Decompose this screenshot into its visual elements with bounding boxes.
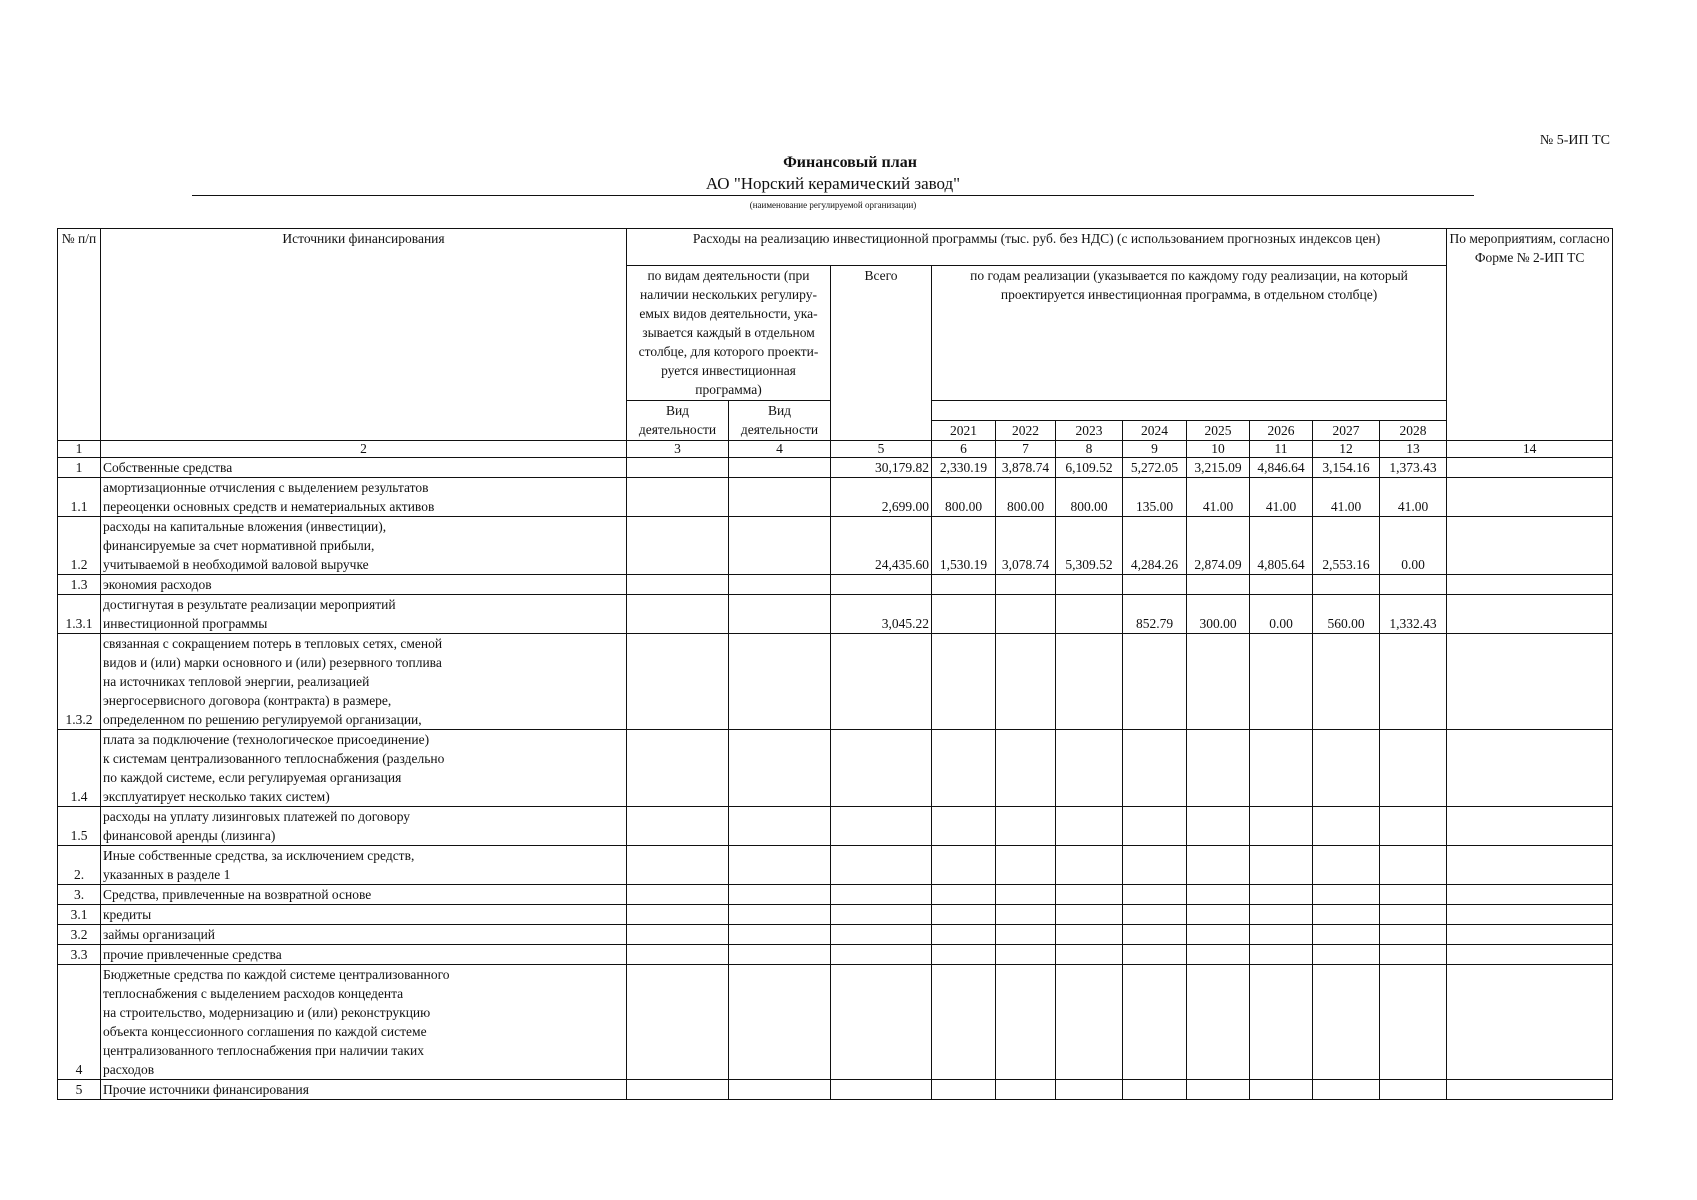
header-by-years: по годам реализации (указывается по каждому году реализации, на который проектируется инвестиционная программа, в отдельном столбце) xyxy=(932,266,1447,401)
year-value-cell: 0.00 xyxy=(1250,595,1313,634)
year-value-cell xyxy=(1056,965,1123,1080)
row-source-name: кредиты xyxy=(101,905,627,925)
column-number: 7 xyxy=(996,441,1056,458)
table-row xyxy=(58,965,1613,1080)
year-value-cell: 3,878.74 xyxy=(996,458,1056,478)
table-row xyxy=(58,458,1613,478)
year-value-cell: 4,805.64 xyxy=(1250,517,1313,575)
activity-cell xyxy=(627,595,729,634)
measures-cell xyxy=(1447,575,1613,595)
year-value-cell: 135.00 xyxy=(1123,478,1187,517)
header-activity-2: Вид деятельности xyxy=(729,401,831,441)
table-row xyxy=(58,807,1613,846)
header-year: 2026 xyxy=(1250,421,1313,441)
row-source-name: плата за подключение (технологическое присоединение) к системам централизованного теплоснабжения (раздельно по каждой системе, если регулируемая организация эксплуатирует несколько таких систем) xyxy=(101,730,627,807)
year-value-cell xyxy=(1187,634,1250,730)
year-value-cell xyxy=(1056,730,1123,807)
year-value-cell xyxy=(996,945,1056,965)
header-sources: Источники финансирования xyxy=(101,229,627,441)
year-value-cell xyxy=(932,807,996,846)
year-value-cell xyxy=(1313,925,1380,945)
activity-cell xyxy=(627,846,729,885)
year-value-cell: 3,215.09 xyxy=(1187,458,1250,478)
year-value-cell xyxy=(1380,945,1447,965)
year-value-cell xyxy=(932,885,996,905)
year-value-cell xyxy=(932,634,996,730)
measures-cell xyxy=(1447,925,1613,945)
table-row xyxy=(58,905,1613,925)
year-value-cell xyxy=(932,595,996,634)
year-value-cell xyxy=(1187,925,1250,945)
year-value-cell xyxy=(1056,595,1123,634)
total-cell xyxy=(831,1080,932,1100)
total-cell xyxy=(831,730,932,807)
activity-cell xyxy=(627,807,729,846)
measures-cell xyxy=(1447,807,1613,846)
row-number: 1.3 xyxy=(58,575,101,595)
year-value-cell xyxy=(1380,730,1447,807)
total-cell: 24,435.60 xyxy=(831,517,932,575)
year-value-cell xyxy=(1187,575,1250,595)
column-number: 11 xyxy=(1250,441,1313,458)
table-row xyxy=(58,478,1613,517)
year-value-cell: 2,553.16 xyxy=(1313,517,1380,575)
year-value-cell xyxy=(1187,965,1250,1080)
year-value-cell xyxy=(1056,846,1123,885)
organization-caption: (наименование регулируемой организации) xyxy=(749,200,917,210)
activity-cell xyxy=(729,517,831,575)
year-value-cell xyxy=(932,730,996,807)
table-row xyxy=(58,885,1613,905)
column-number: 9 xyxy=(1123,441,1187,458)
year-value-cell xyxy=(1056,575,1123,595)
year-value-cell: 2,330.19 xyxy=(932,458,996,478)
measures-cell xyxy=(1447,478,1613,517)
header-expenses: Расходы на реализацию инвестиционной программы (тыс. руб. без НДС) (с использованием прогнозных индексов цен) xyxy=(627,229,1447,266)
year-value-cell xyxy=(1056,925,1123,945)
row-source-name: связанная с сокращением потерь в тепловых сетях, сменой видов и (или) марки основного и (или) резервного топлива на источниках тепловой энергии, реализацией энергосервисного договора (контракта) в размере, определенном по решению регулируемой организации, xyxy=(101,634,627,730)
activity-cell xyxy=(729,885,831,905)
year-value-cell xyxy=(996,965,1056,1080)
year-value-cell: 41.00 xyxy=(1313,478,1380,517)
column-number: 10 xyxy=(1187,441,1250,458)
year-value-cell xyxy=(1313,575,1380,595)
year-value-cell xyxy=(1313,905,1380,925)
form-number: № 5-ИП ТС xyxy=(1539,133,1610,148)
activity-cell xyxy=(729,945,831,965)
header-by-measures: По мероприятиям, согласно Форме № 2-ИП ТС xyxy=(1447,229,1613,441)
measures-cell xyxy=(1447,965,1613,1080)
measures-cell xyxy=(1447,945,1613,965)
table-row xyxy=(58,517,1613,575)
year-value-cell xyxy=(996,846,1056,885)
measures-cell xyxy=(1447,905,1613,925)
row-number: 4 xyxy=(58,965,101,1080)
table-row xyxy=(58,634,1613,730)
header-year: 2027 xyxy=(1313,421,1380,441)
table-row xyxy=(58,730,1613,807)
year-value-cell xyxy=(996,885,1056,905)
year-value-cell: 41.00 xyxy=(1380,478,1447,517)
header-year-spacer xyxy=(932,401,1447,421)
column-number: 8 xyxy=(1056,441,1123,458)
total-cell: 30,179.82 xyxy=(831,458,932,478)
year-value-cell xyxy=(996,634,1056,730)
row-number: 3.1 xyxy=(58,905,101,925)
row-source-name: займы организаций xyxy=(101,925,627,945)
header-year: 2025 xyxy=(1187,421,1250,441)
activity-cell xyxy=(627,730,729,807)
row-number: 1.2 xyxy=(58,517,101,575)
year-value-cell xyxy=(1056,885,1123,905)
year-value-cell xyxy=(996,730,1056,807)
year-value-cell xyxy=(1313,730,1380,807)
year-value-cell xyxy=(1313,807,1380,846)
year-value-cell xyxy=(996,1080,1056,1100)
header-year: 2028 xyxy=(1380,421,1447,441)
organization-name: АО "Норский керамический завод" xyxy=(192,174,1474,196)
year-value-cell: 5,309.52 xyxy=(1056,517,1123,575)
year-value-cell xyxy=(1187,807,1250,846)
year-value-cell xyxy=(932,575,996,595)
column-number: 3 xyxy=(627,441,729,458)
year-value-cell xyxy=(1123,846,1187,885)
year-value-cell: 800.00 xyxy=(996,478,1056,517)
year-value-cell xyxy=(932,846,996,885)
table-row xyxy=(58,846,1613,885)
row-source-name: Средства, привлеченные на возвратной основе xyxy=(101,885,627,905)
measures-cell xyxy=(1447,458,1613,478)
year-value-cell xyxy=(1123,730,1187,807)
table-row xyxy=(58,595,1613,634)
table-row xyxy=(58,1080,1613,1100)
year-value-cell: 6,109.52 xyxy=(1056,458,1123,478)
year-value-cell xyxy=(1123,1080,1187,1100)
measures-cell xyxy=(1447,730,1613,807)
activity-cell xyxy=(627,478,729,517)
year-value-cell xyxy=(932,1080,996,1100)
activity-cell xyxy=(729,846,831,885)
activity-cell xyxy=(627,458,729,478)
measures-cell xyxy=(1447,885,1613,905)
column-number: 14 xyxy=(1447,441,1613,458)
year-value-cell xyxy=(1187,730,1250,807)
year-value-cell xyxy=(1380,846,1447,885)
year-value-cell xyxy=(1250,634,1313,730)
total-cell xyxy=(831,575,932,595)
year-value-cell: 800.00 xyxy=(1056,478,1123,517)
year-value-cell xyxy=(1123,634,1187,730)
table-row xyxy=(58,925,1613,945)
measures-cell xyxy=(1447,1080,1613,1100)
year-value-cell xyxy=(996,595,1056,634)
year-value-cell: 3,078.74 xyxy=(996,517,1056,575)
column-number: 1 xyxy=(58,441,101,458)
activity-cell xyxy=(627,575,729,595)
row-source-name: достигнутая в результате реализации мероприятий инвестиционной программы xyxy=(101,595,627,634)
year-value-cell xyxy=(1056,905,1123,925)
year-value-cell xyxy=(1380,885,1447,905)
year-value-cell: 0.00 xyxy=(1380,517,1447,575)
year-value-cell xyxy=(1123,885,1187,905)
year-value-cell: 4,284.26 xyxy=(1123,517,1187,575)
header-no: № п/п xyxy=(58,229,101,441)
header-year: 2022 xyxy=(996,421,1056,441)
year-value-cell xyxy=(1123,925,1187,945)
year-value-cell xyxy=(1380,634,1447,730)
year-value-cell xyxy=(1123,807,1187,846)
total-cell xyxy=(831,945,932,965)
row-number: 3.3 xyxy=(58,945,101,965)
activity-cell xyxy=(729,595,831,634)
measures-cell xyxy=(1447,846,1613,885)
activity-cell xyxy=(729,575,831,595)
row-source-name: экономия расходов xyxy=(101,575,627,595)
total-cell xyxy=(831,885,932,905)
year-value-cell xyxy=(1123,905,1187,925)
year-value-cell xyxy=(1250,575,1313,595)
year-value-cell xyxy=(1123,965,1187,1080)
column-number: 5 xyxy=(831,441,932,458)
year-value-cell xyxy=(932,925,996,945)
year-value-cell xyxy=(1187,885,1250,905)
year-value-cell xyxy=(1250,925,1313,945)
activity-cell xyxy=(729,730,831,807)
column-number: 6 xyxy=(932,441,996,458)
row-number: 3. xyxy=(58,885,101,905)
year-value-cell xyxy=(1250,807,1313,846)
year-value-cell xyxy=(1313,1080,1380,1100)
activity-cell xyxy=(627,634,729,730)
header-year: 2021 xyxy=(932,421,996,441)
row-source-name: прочие привлеченные средства xyxy=(101,945,627,965)
year-value-cell: 800.00 xyxy=(932,478,996,517)
table-row xyxy=(58,945,1613,965)
total-cell: 3,045.22 xyxy=(831,595,932,634)
year-value-cell xyxy=(1250,905,1313,925)
activity-cell xyxy=(729,905,831,925)
row-number: 1.3.2 xyxy=(58,634,101,730)
activity-cell xyxy=(729,807,831,846)
year-value-cell xyxy=(1380,1080,1447,1100)
activity-cell xyxy=(627,517,729,575)
row-number: 1.5 xyxy=(58,807,101,846)
year-value-cell xyxy=(1380,807,1447,846)
total-cell xyxy=(831,846,932,885)
row-number: 1.4 xyxy=(58,730,101,807)
year-value-cell: 560.00 xyxy=(1313,595,1380,634)
activity-cell xyxy=(729,458,831,478)
activity-cell xyxy=(627,1080,729,1100)
activity-cell xyxy=(627,945,729,965)
year-value-cell xyxy=(1380,575,1447,595)
measures-cell xyxy=(1447,595,1613,634)
year-value-cell xyxy=(1056,634,1123,730)
column-number: 13 xyxy=(1380,441,1447,458)
year-value-cell: 41.00 xyxy=(1250,478,1313,517)
activity-cell xyxy=(729,634,831,730)
year-value-cell xyxy=(1123,945,1187,965)
activity-cell xyxy=(729,965,831,1080)
year-value-cell xyxy=(1380,965,1447,1080)
year-value-cell: 41.00 xyxy=(1187,478,1250,517)
header-by-activity: по видам деятельности (при наличии нескольких регулиру-емых видов деятельности, ука-зывается каждый в отдельном столбце, для которого проекти-руется инвестиционная программа) xyxy=(627,266,831,401)
total-cell xyxy=(831,807,932,846)
year-value-cell xyxy=(932,965,996,1080)
row-number: 1.3.1 xyxy=(58,595,101,634)
header-year: 2023 xyxy=(1056,421,1123,441)
row-source-name: Бюджетные средства по каждой системе централизованного теплоснабжения с выделением расходов концедента на строительство, модернизацию и (или) реконструкцию объекта концессионного соглашения по каждой системе централизованного теплоснабжения при наличии таких расходов xyxy=(101,965,627,1080)
column-number: 4 xyxy=(729,441,831,458)
activity-cell xyxy=(729,925,831,945)
year-value-cell xyxy=(932,945,996,965)
activity-cell xyxy=(627,965,729,1080)
measures-cell xyxy=(1447,634,1613,730)
row-source-name: расходы на уплату лизинговых платежей по договору финансовой аренды (лизинга) xyxy=(101,807,627,846)
year-value-cell xyxy=(1056,945,1123,965)
year-value-cell xyxy=(996,575,1056,595)
column-number: 12 xyxy=(1313,441,1380,458)
row-source-name: Прочие источники финансирования xyxy=(101,1080,627,1100)
year-value-cell xyxy=(1250,965,1313,1080)
financial-plan-table xyxy=(57,228,1613,1100)
year-value-cell xyxy=(1187,905,1250,925)
year-value-cell: 2,874.09 xyxy=(1187,517,1250,575)
year-value-cell xyxy=(1313,945,1380,965)
year-value-cell xyxy=(1250,730,1313,807)
year-value-cell xyxy=(1250,885,1313,905)
year-value-cell xyxy=(1056,807,1123,846)
year-value-cell xyxy=(996,807,1056,846)
row-number: 1 xyxy=(58,458,101,478)
year-value-cell: 300.00 xyxy=(1187,595,1250,634)
year-value-cell xyxy=(1380,925,1447,945)
total-cell xyxy=(831,905,932,925)
total-cell xyxy=(831,965,932,1080)
row-number: 1.1 xyxy=(58,478,101,517)
activity-cell xyxy=(729,1080,831,1100)
row-number: 5 xyxy=(58,1080,101,1100)
year-value-cell: 1,373.43 xyxy=(1380,458,1447,478)
row-source-name: Иные собственные средства, за исключением средств, указанных в разделе 1 xyxy=(101,846,627,885)
row-source-name: амортизационные отчисления с выделением результатов переоценки основных средств и нематериальных активов xyxy=(101,478,627,517)
year-value-cell xyxy=(996,905,1056,925)
year-value-cell xyxy=(1187,1080,1250,1100)
activity-cell xyxy=(627,885,729,905)
year-value-cell xyxy=(1380,905,1447,925)
activity-cell xyxy=(729,478,831,517)
header-activity-1: Вид деятельности xyxy=(627,401,729,441)
year-value-cell xyxy=(1313,634,1380,730)
year-value-cell: 852.79 xyxy=(1123,595,1187,634)
header-total: Всего xyxy=(831,266,932,441)
column-number: 2 xyxy=(101,441,627,458)
activity-cell xyxy=(627,925,729,945)
total-cell: 2,699.00 xyxy=(831,478,932,517)
year-value-cell xyxy=(1313,965,1380,1080)
year-value-cell xyxy=(1313,846,1380,885)
year-value-cell: 1,332.43 xyxy=(1380,595,1447,634)
document-title: Финансовый план xyxy=(783,154,917,171)
year-value-cell: 3,154.16 xyxy=(1313,458,1380,478)
year-value-cell xyxy=(1187,945,1250,965)
year-value-cell: 5,272.05 xyxy=(1123,458,1187,478)
total-cell xyxy=(831,634,932,730)
year-value-cell xyxy=(932,905,996,925)
measures-cell xyxy=(1447,517,1613,575)
row-number: 3.2 xyxy=(58,925,101,945)
row-source-name: Собственные средства xyxy=(101,458,627,478)
year-value-cell xyxy=(996,925,1056,945)
year-value-cell: 4,846.64 xyxy=(1250,458,1313,478)
header-year: 2024 xyxy=(1123,421,1187,441)
year-value-cell xyxy=(1313,885,1380,905)
year-value-cell xyxy=(1123,575,1187,595)
year-value-cell xyxy=(1056,1080,1123,1100)
row-source-name: расходы на капитальные вложения (инвестиции), финансируемые за счет нормативной прибыли, учитываемой в необходимой валовой выручке xyxy=(101,517,627,575)
year-value-cell xyxy=(1250,1080,1313,1100)
activity-cell xyxy=(627,905,729,925)
table-row xyxy=(58,575,1613,595)
year-value-cell xyxy=(1250,945,1313,965)
total-cell xyxy=(831,925,932,945)
year-value-cell xyxy=(1250,846,1313,885)
row-number: 2. xyxy=(58,846,101,885)
year-value-cell xyxy=(1187,846,1250,885)
year-value-cell: 1,530.19 xyxy=(932,517,996,575)
